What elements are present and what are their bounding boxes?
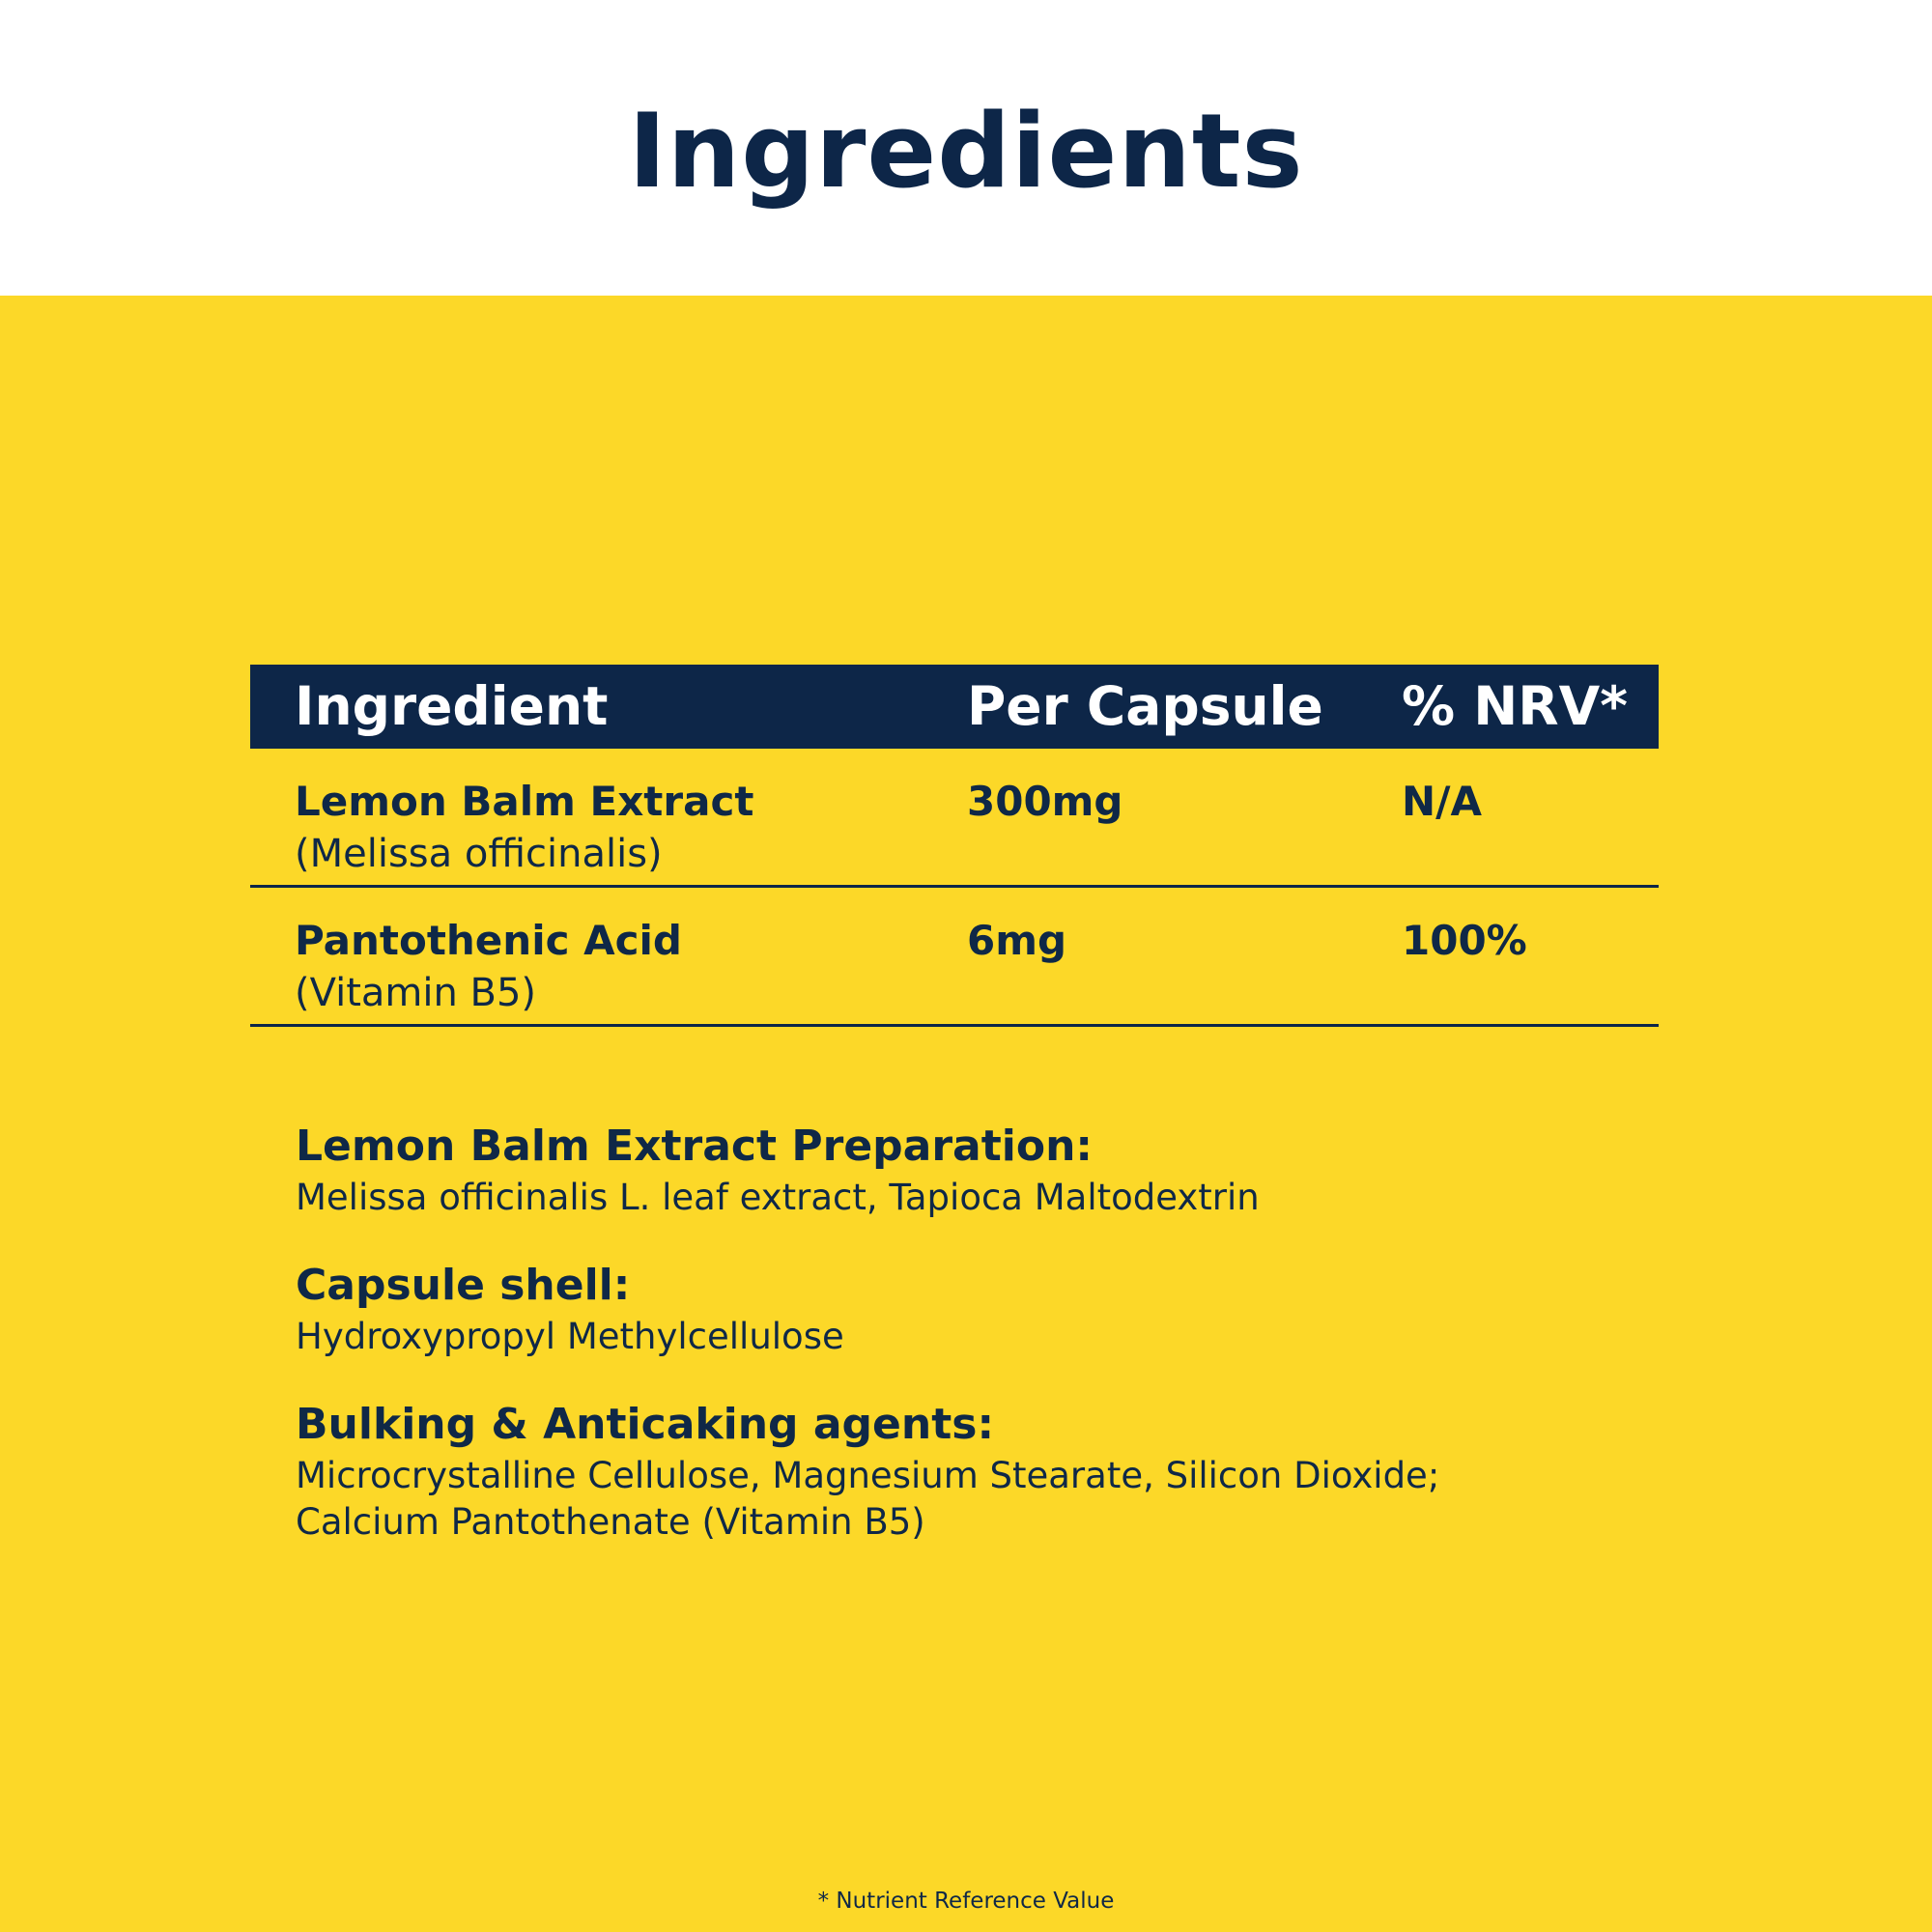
section-title: Capsule shell: bbox=[296, 1261, 631, 1310]
ingredient-scientific-name: (Melissa officinalis) bbox=[295, 832, 663, 876]
section-text bbox=[296, 1453, 1745, 1546]
column-header-per-capsule: Per Capsule bbox=[967, 675, 1323, 737]
table-row bbox=[250, 888, 1659, 1027]
section-line: Melissa officinalis L. leaf extract, Tapioca Maltodextrin bbox=[296, 1177, 1260, 1218]
section-lemon-balm-preparation bbox=[296, 1119, 1745, 1221]
header bbox=[0, 0, 1932, 296]
section-title: Lemon Balm Extract Preparation: bbox=[296, 1122, 1093, 1171]
ingredients-table bbox=[250, 665, 1659, 1027]
section-text bbox=[296, 1314, 1745, 1360]
ingredient-name: Lemon Balm Extract bbox=[295, 778, 754, 825]
table-row bbox=[250, 749, 1659, 888]
section-line: Calcium Pantothenate (Vitamin B5) bbox=[296, 1501, 925, 1543]
section-capsule-shell bbox=[296, 1258, 1745, 1360]
ingredient-name: Pantothenic Acid bbox=[295, 917, 682, 964]
page-title: Ingredients bbox=[628, 92, 1304, 211]
footnote: * Nutrient Reference Value bbox=[817, 1889, 1115, 1914]
per-capsule-value: 6mg bbox=[967, 917, 1067, 964]
section-text bbox=[296, 1175, 1745, 1221]
yellow-panel bbox=[0, 296, 1932, 1932]
nrv-value: N/A bbox=[1402, 778, 1482, 825]
column-header-nrv: % NRV* bbox=[1402, 675, 1628, 737]
section-line: Hydroxypropyl Methylcellulose bbox=[296, 1316, 844, 1357]
nrv-value: 100% bbox=[1402, 917, 1527, 964]
per-capsule-value: 300mg bbox=[967, 778, 1123, 825]
table-header bbox=[250, 665, 1659, 749]
section-line: Microcrystalline Cellulose, Magnesium Stearate, Silicon Dioxide; bbox=[296, 1455, 1440, 1496]
ingredient-scientific-name: (Vitamin B5) bbox=[295, 971, 537, 1015]
section-title: Bulking & Anticaking agents: bbox=[296, 1400, 995, 1449]
section-bulking-anticaking bbox=[296, 1397, 1745, 1546]
column-header-ingredient: Ingredient bbox=[295, 675, 609, 737]
ingredient-details bbox=[296, 1119, 1745, 1582]
